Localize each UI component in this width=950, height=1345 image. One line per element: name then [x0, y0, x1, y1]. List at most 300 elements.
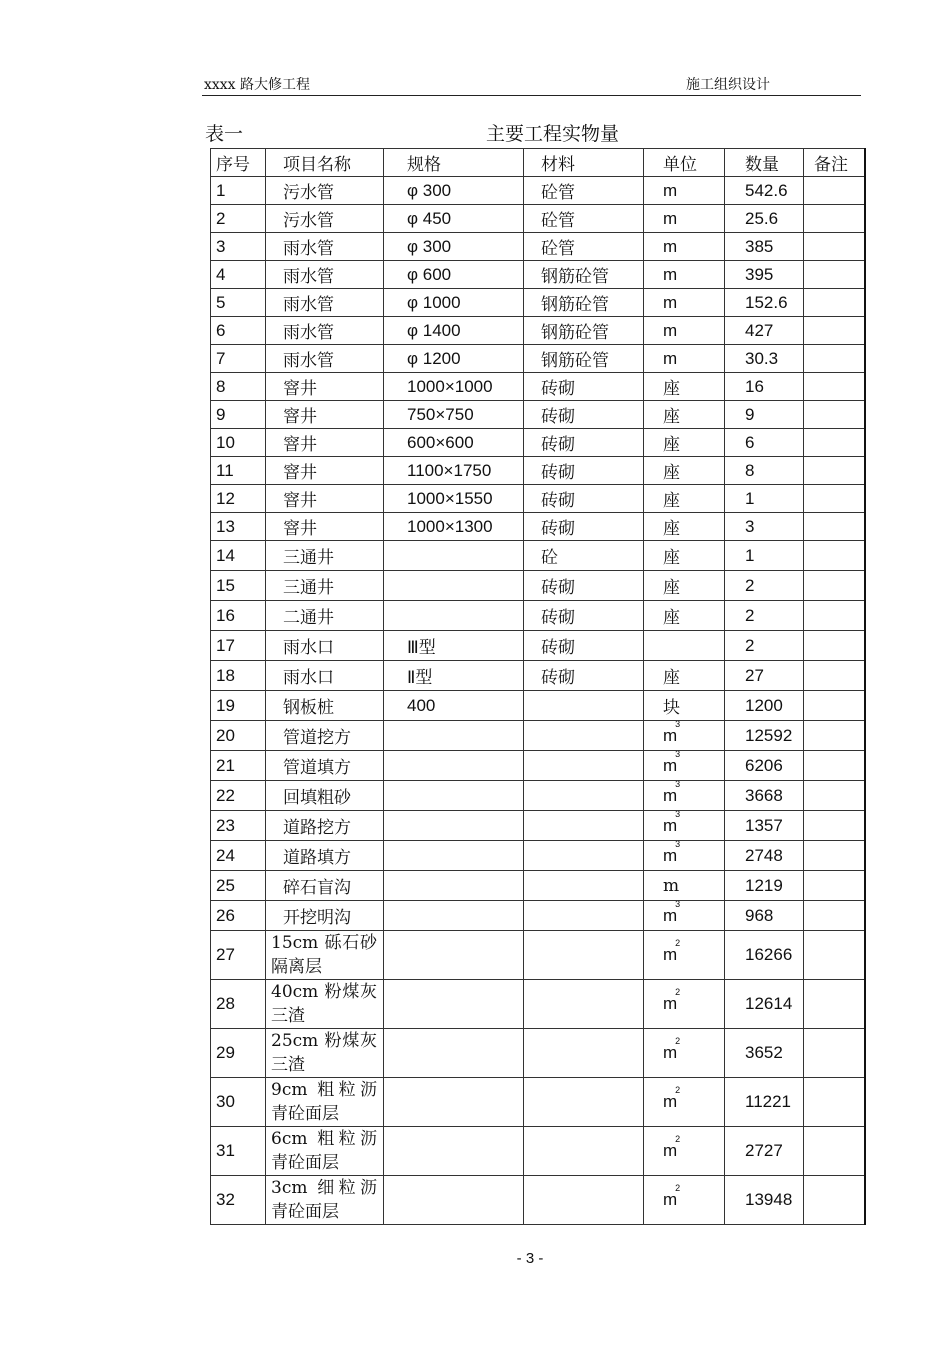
unit-with-exponent: [663, 810, 681, 836]
unit-base: m: [663, 1141, 678, 1160]
cell-note: [804, 661, 865, 691]
cell-qty: 3668: [725, 781, 804, 811]
cell-note: [804, 401, 865, 429]
cell-material: 砖砌: [524, 485, 644, 513]
table-row: [211, 751, 865, 781]
cell-unit: m: [644, 345, 725, 373]
unit-with-exponent: [663, 987, 681, 1014]
col-header-no: 序号: [211, 149, 266, 177]
cell-material: 砖砌: [524, 401, 644, 429]
cell-spec: φ 300: [384, 233, 524, 261]
cell-qty: 385: [725, 233, 804, 261]
cell-no: 2: [211, 205, 266, 233]
cell-material: [524, 901, 644, 931]
cell-qty: 9: [725, 401, 804, 429]
unit-with-exponent: [663, 900, 681, 926]
cell-no: 5: [211, 289, 266, 317]
cell-note: [804, 601, 865, 631]
cell-note: [804, 691, 865, 721]
cell-material: 钢筋砼管: [524, 289, 644, 317]
cell-material: 砖砌: [524, 661, 644, 691]
table-row: [211, 901, 865, 931]
table-row: [211, 691, 865, 721]
cell-material: [524, 871, 644, 901]
cell-no: 12: [211, 485, 266, 513]
cell-unit: [644, 841, 725, 871]
cell-name: 窨井: [266, 401, 384, 429]
cell-spec: [384, 980, 524, 1029]
cell-note: [804, 205, 865, 233]
cell-name: 3cm 细粒沥青砼面层: [266, 1176, 384, 1225]
cell-note: [804, 781, 865, 811]
table-row: [211, 401, 865, 429]
cell-material: [524, 1176, 644, 1225]
unit-base: m: [663, 845, 678, 865]
table-row: [211, 1078, 865, 1127]
cell-no: 20: [211, 721, 266, 751]
table-row: [211, 931, 865, 980]
table-row: [211, 1127, 865, 1176]
cell-name: 窨井: [266, 429, 384, 457]
unit-with-exponent: [663, 1183, 681, 1210]
cell-material: 砖砌: [524, 513, 644, 541]
unit-base: m: [663, 1043, 678, 1062]
cell-qty: 1357: [725, 811, 804, 841]
table-row: [211, 233, 865, 261]
table-row: [211, 289, 865, 317]
cell-note: [804, 631, 865, 661]
cell-no: 30: [211, 1078, 266, 1127]
cell-qty: 16: [725, 373, 804, 401]
col-header-note: 备注: [804, 149, 865, 177]
table-row: [211, 485, 865, 513]
cell-no: 29: [211, 1029, 266, 1078]
unit-with-exponent: [663, 1036, 681, 1063]
cell-note: [804, 1127, 865, 1176]
unit-with-exponent: [663, 1085, 681, 1112]
cell-name: 雨水口: [266, 661, 384, 691]
cell-note: [804, 261, 865, 289]
cell-no: 24: [211, 841, 266, 871]
cell-qty: 6206: [725, 751, 804, 781]
header-rule: [202, 95, 861, 96]
table-row: [211, 541, 865, 571]
cell-unit: [644, 1078, 725, 1127]
cell-name: 三通井: [266, 541, 384, 571]
table-title: 主要工程实物量: [486, 123, 620, 145]
cell-no: 13: [211, 513, 266, 541]
cell-qty: 152.6: [725, 289, 804, 317]
cell-spec: φ 1400: [384, 317, 524, 345]
cell-material: 砖砌: [524, 373, 644, 401]
cell-unit: [644, 901, 725, 931]
cell-name: 25cm 粉煤灰三渣: [266, 1029, 384, 1078]
cell-no: 17: [211, 631, 266, 661]
cell-spec: 1000×1000: [384, 373, 524, 401]
cell-spec: 1100×1750: [384, 457, 524, 485]
unit-base: m: [663, 785, 678, 805]
table-row: [211, 571, 865, 601]
cell-spec: φ 450: [384, 205, 524, 233]
cell-qty: 3: [725, 513, 804, 541]
table-row: [211, 457, 865, 485]
cell-note: [804, 901, 865, 931]
table-row: [211, 345, 865, 373]
table-label: 表一: [205, 123, 244, 145]
cell-no: 9: [211, 401, 266, 429]
cell-material: 钢筋砼管: [524, 317, 644, 345]
cell-name: 管道填方: [266, 751, 384, 781]
cell-material: 砖砌: [524, 457, 644, 485]
cell-unit: 座: [644, 601, 725, 631]
cell-unit: m: [644, 233, 725, 261]
unit-with-exponent: [663, 840, 681, 866]
cell-spec: [384, 751, 524, 781]
cell-material: [524, 1127, 644, 1176]
table-row: [211, 631, 865, 661]
cell-note: [804, 1029, 865, 1078]
unit-base: m: [663, 815, 678, 835]
cell-unit: [644, 931, 725, 980]
unit-exponent: 2: [675, 1036, 681, 1046]
cell-note: [804, 931, 865, 980]
cell-unit: [644, 721, 725, 751]
cell-unit: [644, 811, 725, 841]
cell-name: 40cm 粉煤灰三渣: [266, 980, 384, 1029]
unit-exponent: 2: [675, 987, 681, 997]
cell-material: 砼管: [524, 177, 644, 205]
cell-material: [524, 781, 644, 811]
cell-unit: m: [644, 317, 725, 345]
cell-no: 32: [211, 1176, 266, 1225]
unit-exponent: 3: [675, 780, 681, 789]
cell-material: 砖砌: [524, 631, 644, 661]
cell-spec: [384, 1078, 524, 1127]
cell-qty: 3652: [725, 1029, 804, 1078]
cell-unit: 座: [644, 661, 725, 691]
cell-qty: 2: [725, 571, 804, 601]
table-row: [211, 601, 865, 631]
unit-exponent: 2: [675, 1183, 681, 1193]
cell-material: [524, 721, 644, 751]
cell-qty: 1: [725, 541, 804, 571]
cell-qty: 2: [725, 601, 804, 631]
cell-spec: Ⅱ型: [384, 661, 524, 691]
cell-spec: [384, 871, 524, 901]
cell-note: [804, 1078, 865, 1127]
cell-name: 雨水管: [266, 317, 384, 345]
cell-spec: φ 1200: [384, 345, 524, 373]
unit-exponent: 3: [675, 840, 681, 849]
cell-no: 11: [211, 457, 266, 485]
cell-material: 钢筋砼管: [524, 261, 644, 289]
cell-no: 19: [211, 691, 266, 721]
unit-base: m: [663, 1190, 678, 1209]
cell-spec: [384, 571, 524, 601]
cell-name: 窨井: [266, 373, 384, 401]
unit-exponent: 2: [675, 1134, 681, 1144]
unit-exponent: 3: [675, 720, 681, 729]
table-header-row: [211, 149, 865, 177]
unit-with-exponent: [663, 780, 681, 806]
cell-name: 雨水管: [266, 233, 384, 261]
cell-material: [524, 691, 644, 721]
table-row: [211, 661, 865, 691]
cell-note: [804, 289, 865, 317]
cell-note: [804, 751, 865, 781]
cell-spec: [384, 721, 524, 751]
cell-unit: [644, 751, 725, 781]
cell-material: [524, 751, 644, 781]
cell-material: 砖砌: [524, 429, 644, 457]
cell-material: [524, 1078, 644, 1127]
cell-no: 14: [211, 541, 266, 571]
cell-name: 窨井: [266, 485, 384, 513]
cell-spec: φ 1000: [384, 289, 524, 317]
cell-name: 碎石盲沟: [266, 871, 384, 901]
cell-note: [804, 485, 865, 513]
cell-material: 钢筋砼管: [524, 345, 644, 373]
cell-qty: 1200: [725, 691, 804, 721]
cell-name: 雨水管: [266, 345, 384, 373]
cell-spec: [384, 931, 524, 980]
unit-with-exponent: [663, 720, 681, 746]
cell-note: [804, 233, 865, 261]
cell-no: 7: [211, 345, 266, 373]
unit-exponent: 2: [675, 1085, 681, 1095]
cell-no: 23: [211, 811, 266, 841]
cell-qty: 11221: [725, 1078, 804, 1127]
table-row: [211, 429, 865, 457]
unit-base: m: [663, 905, 678, 925]
cell-no: 10: [211, 429, 266, 457]
page-number: - 3 -: [516, 1250, 544, 1267]
cell-name: 开挖明沟: [266, 901, 384, 931]
cell-note: [804, 1176, 865, 1225]
cell-name: 三通井: [266, 571, 384, 601]
cell-spec: [384, 841, 524, 871]
cell-note: [804, 177, 865, 205]
cell-no: 1: [211, 177, 266, 205]
cell-name: 道路填方: [266, 841, 384, 871]
cell-unit: 座: [644, 401, 725, 429]
cell-note: [804, 457, 865, 485]
cell-unit: m: [644, 177, 725, 205]
cell-spec: 750×750: [384, 401, 524, 429]
cell-name: 9cm 粗粒沥青砼面层: [266, 1078, 384, 1127]
cell-name: 钢板桩: [266, 691, 384, 721]
cell-qty: 1219: [725, 871, 804, 901]
cell-unit: m: [644, 261, 725, 289]
col-header-unit: 单位: [644, 149, 725, 177]
table-row: [211, 177, 865, 205]
cell-spec: 400: [384, 691, 524, 721]
cell-note: [804, 373, 865, 401]
cell-spec: Ⅲ型: [384, 631, 524, 661]
table-row: [211, 721, 865, 751]
cell-unit: m: [644, 205, 725, 233]
cell-name: 雨水口: [266, 631, 384, 661]
cell-name: 雨水管: [266, 289, 384, 317]
cell-unit: [644, 781, 725, 811]
cell-name: 回填粗砂: [266, 781, 384, 811]
table-row: [211, 781, 865, 811]
table-row: [211, 205, 865, 233]
cell-material: 砼管: [524, 233, 644, 261]
unit-exponent: 3: [675, 750, 681, 759]
cell-note: [804, 513, 865, 541]
cell-unit: 座: [644, 485, 725, 513]
unit-base: m: [663, 945, 678, 964]
cell-qty: 2: [725, 631, 804, 661]
header-project: xxxx 路大修工程: [204, 77, 311, 93]
unit-with-exponent: [663, 938, 681, 965]
cell-spec: [384, 901, 524, 931]
cell-spec: [384, 1029, 524, 1078]
cell-material: [524, 931, 644, 980]
cell-unit: m: [644, 871, 725, 901]
cell-qty: 8: [725, 457, 804, 485]
cell-no: 6: [211, 317, 266, 345]
unit-base: m: [663, 755, 678, 775]
cell-unit: [644, 980, 725, 1029]
table-row: [211, 513, 865, 541]
table-row: [211, 841, 865, 871]
cell-spec: 1000×1550: [384, 485, 524, 513]
cell-unit: 座: [644, 571, 725, 601]
cell-no: 25: [211, 871, 266, 901]
cell-material: 砼: [524, 541, 644, 571]
unit-exponent: 3: [675, 810, 681, 819]
table-row: [211, 1176, 865, 1225]
cell-material: 砼管: [524, 205, 644, 233]
col-header-spec: 规格: [384, 149, 524, 177]
cell-unit: m: [644, 289, 725, 317]
cell-unit: 座: [644, 429, 725, 457]
cell-qty: 25.6: [725, 205, 804, 233]
cell-unit: 块: [644, 691, 725, 721]
cell-no: 16: [211, 601, 266, 631]
table-row: [211, 373, 865, 401]
cell-spec: [384, 1127, 524, 1176]
cell-name: 窨井: [266, 457, 384, 485]
cell-material: [524, 980, 644, 1029]
cell-note: [804, 871, 865, 901]
cell-qty: 395: [725, 261, 804, 289]
table-row: [211, 811, 865, 841]
unit-base: m: [663, 994, 678, 1013]
unit-with-exponent: [663, 750, 681, 776]
col-header-qty: 数量: [725, 149, 804, 177]
cell-material: [524, 811, 644, 841]
cell-name: 窨井: [266, 513, 384, 541]
cell-name: 二通井: [266, 601, 384, 631]
cell-unit: [644, 1176, 725, 1225]
cell-qty: 2727: [725, 1127, 804, 1176]
unit-base: m: [663, 725, 678, 745]
cell-qty: 542.6: [725, 177, 804, 205]
cell-material: [524, 841, 644, 871]
cell-no: 22: [211, 781, 266, 811]
cell-qty: 2748: [725, 841, 804, 871]
cell-spec: 600×600: [384, 429, 524, 457]
cell-qty: 27: [725, 661, 804, 691]
unit-with-exponent: [663, 1134, 681, 1161]
cell-note: [804, 841, 865, 871]
cell-qty: 12614: [725, 980, 804, 1029]
cell-note: [804, 345, 865, 373]
cell-qty: 30.3: [725, 345, 804, 373]
table-row: [211, 871, 865, 901]
cell-name: 污水管: [266, 177, 384, 205]
cell-no: 21: [211, 751, 266, 781]
cell-note: [804, 317, 865, 345]
cell-unit: [644, 1127, 725, 1176]
cell-unit: [644, 1029, 725, 1078]
cell-spec: φ 300: [384, 177, 524, 205]
cell-unit: 座: [644, 373, 725, 401]
cell-name: 污水管: [266, 205, 384, 233]
cell-spec: φ 600: [384, 261, 524, 289]
cell-spec: 1000×1300: [384, 513, 524, 541]
cell-no: 27: [211, 931, 266, 980]
cell-spec: [384, 1176, 524, 1225]
cell-spec: [384, 601, 524, 631]
cell-note: [804, 429, 865, 457]
cell-note: [804, 980, 865, 1029]
cell-name: 雨水管: [266, 261, 384, 289]
cell-note: [804, 571, 865, 601]
cell-unit: 座: [644, 541, 725, 571]
cell-qty: 427: [725, 317, 804, 345]
col-header-material: 材料: [524, 149, 644, 177]
cell-note: [804, 721, 865, 751]
cell-spec: [384, 781, 524, 811]
unit-exponent: 3: [675, 900, 681, 909]
cell-material: [524, 1029, 644, 1078]
table-row: [211, 980, 865, 1029]
cell-no: 4: [211, 261, 266, 289]
cell-qty: 16266: [725, 931, 804, 980]
cell-qty: 6: [725, 429, 804, 457]
cell-no: 8: [211, 373, 266, 401]
cell-note: [804, 541, 865, 571]
table-body: [211, 149, 865, 1225]
cell-name: 6cm 粗粒沥青砼面层: [266, 1127, 384, 1176]
unit-base: m: [663, 1092, 678, 1111]
cell-qty: 12592: [725, 721, 804, 751]
cell-material: 砖砌: [524, 601, 644, 631]
table-row: [211, 317, 865, 345]
cell-unit: [644, 631, 725, 661]
unit-exponent: 2: [675, 938, 681, 948]
header-doc-type: 施工组织设计: [686, 77, 770, 93]
cell-no: 3: [211, 233, 266, 261]
cell-unit: 座: [644, 513, 725, 541]
cell-spec: [384, 541, 524, 571]
cell-qty: 1: [725, 485, 804, 513]
cell-material: 砖砌: [524, 571, 644, 601]
cell-name: 管道挖方: [266, 721, 384, 751]
col-header-name: 项目名称: [266, 149, 384, 177]
cell-no: 26: [211, 901, 266, 931]
cell-note: [804, 811, 865, 841]
table-row: [211, 1029, 865, 1078]
cell-qty: 13948: [725, 1176, 804, 1225]
quantities-table: [210, 148, 866, 1225]
cell-no: 28: [211, 980, 266, 1029]
cell-no: 18: [211, 661, 266, 691]
